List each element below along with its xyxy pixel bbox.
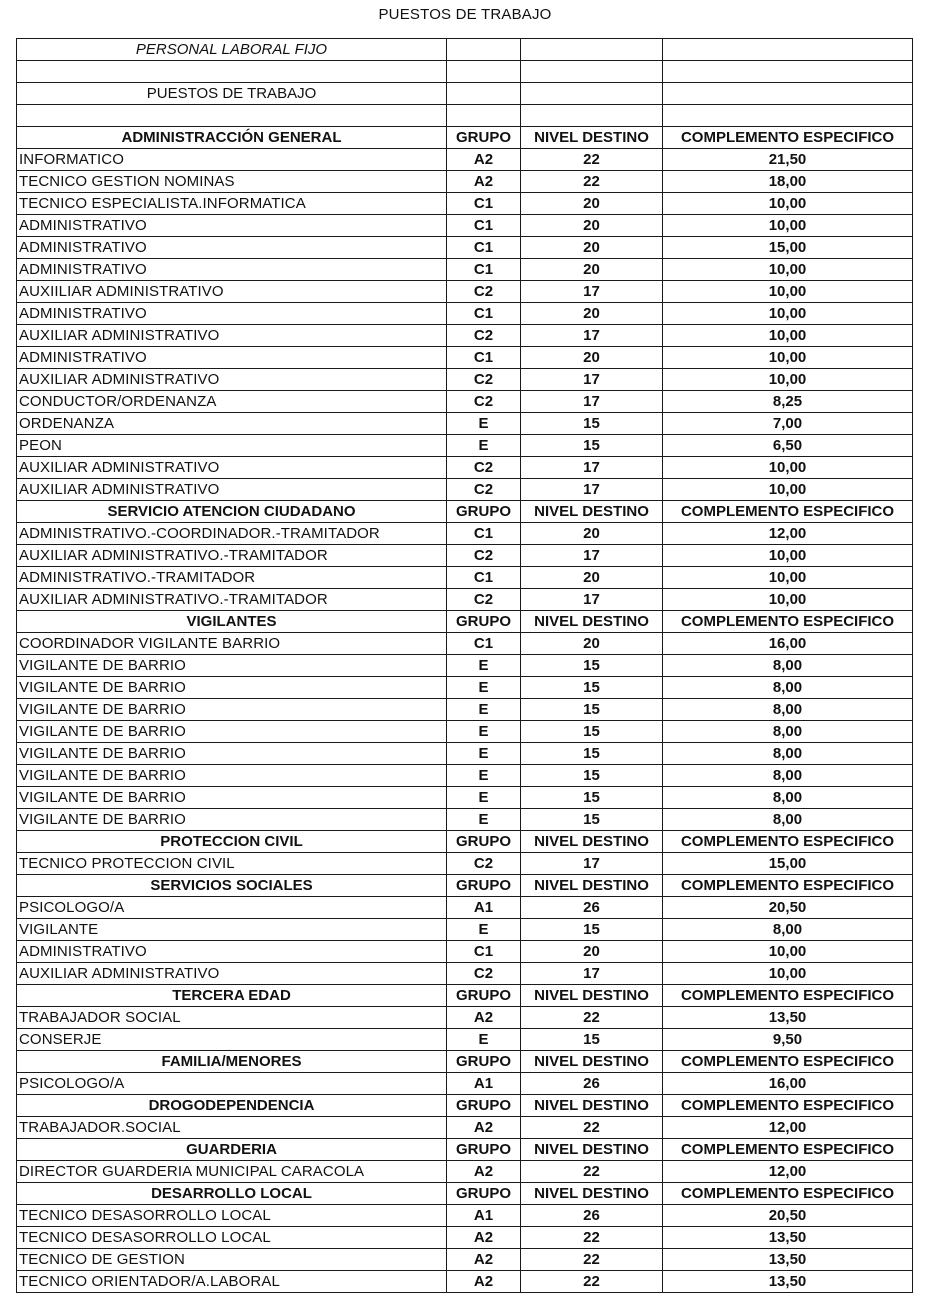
nivel-cell: 15 <box>521 1029 663 1051</box>
section-title: DROGODEPENDENCIA <box>17 1095 447 1117</box>
nivel-cell: 15 <box>521 413 663 435</box>
nivel-cell: 15 <box>521 743 663 765</box>
complemento-cell: 6,50 <box>663 435 913 457</box>
table-row <box>17 237 913 259</box>
table-row <box>17 1161 913 1183</box>
column-header-nivel: NIVEL DESTINO <box>521 1051 663 1073</box>
section-header-row <box>17 127 913 149</box>
section-header-row <box>17 875 913 897</box>
puesto-cell: TECNICO DESASORROLLO LOCAL <box>17 1227 447 1249</box>
section-header-row <box>17 501 913 523</box>
table-body <box>17 39 913 1293</box>
complemento-cell: 16,00 <box>663 1073 913 1095</box>
puesto-cell: ADMINISTRATIVO <box>17 347 447 369</box>
puestos-table <box>16 38 913 1293</box>
empty-cell <box>521 39 663 61</box>
puesto-cell: VIGILANTE DE BARRIO <box>17 809 447 831</box>
complemento-cell: 13,50 <box>663 1249 913 1271</box>
complemento-cell: 8,00 <box>663 699 913 721</box>
section-title: TERCERA EDAD <box>17 985 447 1007</box>
nivel-cell: 20 <box>521 523 663 545</box>
nivel-cell: 15 <box>521 765 663 787</box>
table-row <box>17 963 913 985</box>
table-row <box>17 633 913 655</box>
complemento-cell: 13,50 <box>663 1271 913 1293</box>
table-row <box>17 1117 913 1139</box>
nivel-cell: 17 <box>521 589 663 611</box>
puesto-cell: AUXILIAR ADMINISTRATIVO.-TRAMITADOR <box>17 545 447 567</box>
complemento-cell: 13,50 <box>663 1227 913 1249</box>
puestos-label: PUESTOS DE TRABAJO <box>17 83 447 105</box>
table-row <box>17 941 913 963</box>
table-row <box>17 677 913 699</box>
puesto-cell: ADMINISTRATIVO <box>17 941 447 963</box>
grupo-cell: C2 <box>447 589 521 611</box>
column-header-nivel: NIVEL DESTINO <box>521 1183 663 1205</box>
complemento-cell: 10,00 <box>663 589 913 611</box>
nivel-cell: 20 <box>521 303 663 325</box>
nivel-cell: 17 <box>521 391 663 413</box>
empty-cell <box>521 61 663 83</box>
puesto-cell: CONDUCTOR/ORDENANZA <box>17 391 447 413</box>
puesto-cell: VIGILANTE DE BARRIO <box>17 787 447 809</box>
grupo-cell: A1 <box>447 897 521 919</box>
section-title: DESARROLLO LOCAL <box>17 1183 447 1205</box>
puesto-cell: COORDINADOR VIGILANTE BARRIO <box>17 633 447 655</box>
column-header-nivel: NIVEL DESTINO <box>521 127 663 149</box>
puesto-cell: VIGILANTE DE BARRIO <box>17 699 447 721</box>
section-title: SERVICIOS SOCIALES <box>17 875 447 897</box>
puesto-cell: PEON <box>17 435 447 457</box>
empty-cell <box>521 83 663 105</box>
complemento-cell: 10,00 <box>663 941 913 963</box>
grupo-cell: E <box>447 677 521 699</box>
grupo-cell: C1 <box>447 633 521 655</box>
table-row <box>17 391 913 413</box>
complemento-cell: 10,00 <box>663 963 913 985</box>
table-row <box>17 1227 913 1249</box>
table-row <box>17 1249 913 1271</box>
complemento-cell: 10,00 <box>663 347 913 369</box>
column-header-grupo: GRUPO <box>447 1139 521 1161</box>
column-header-complemento: COMPLEMENTO ESPECIFICO <box>663 1139 913 1161</box>
nivel-cell: 15 <box>521 677 663 699</box>
column-header-complemento: COMPLEMENTO ESPECIFICO <box>663 1183 913 1205</box>
grupo-cell: C1 <box>447 303 521 325</box>
grupo-cell: C2 <box>447 545 521 567</box>
complemento-cell: 8,00 <box>663 919 913 941</box>
nivel-cell: 22 <box>521 1117 663 1139</box>
grupo-cell: E <box>447 655 521 677</box>
empty-cell <box>447 83 521 105</box>
puesto-cell: AUXILIAR ADMINISTRATIVO <box>17 325 447 347</box>
table-row <box>17 281 913 303</box>
nivel-cell: 20 <box>521 941 663 963</box>
puesto-cell: TRABAJADOR.SOCIAL <box>17 1117 447 1139</box>
column-header-complemento: COMPLEMENTO ESPECIFICO <box>663 501 913 523</box>
complemento-cell: 8,00 <box>663 743 913 765</box>
table-row <box>17 1007 913 1029</box>
complemento-cell: 10,00 <box>663 567 913 589</box>
table-row <box>17 655 913 677</box>
grupo-cell: E <box>447 1029 521 1051</box>
column-header-nivel: NIVEL DESTINO <box>521 831 663 853</box>
section-header-row <box>17 831 913 853</box>
grupo-cell: C1 <box>447 941 521 963</box>
table-row <box>17 1073 913 1095</box>
column-header-grupo: GRUPO <box>447 127 521 149</box>
nivel-cell: 17 <box>521 325 663 347</box>
complemento-cell: 15,00 <box>663 237 913 259</box>
column-header-nivel: NIVEL DESTINO <box>521 1139 663 1161</box>
complemento-cell: 20,50 <box>663 1205 913 1227</box>
blank-row <box>17 61 913 83</box>
puesto-cell: TECNICO GESTION NOMINAS <box>17 171 447 193</box>
column-header-grupo: GRUPO <box>447 985 521 1007</box>
nivel-cell: 15 <box>521 655 663 677</box>
complemento-cell: 10,00 <box>663 281 913 303</box>
complemento-cell: 21,50 <box>663 149 913 171</box>
grupo-cell: C1 <box>447 567 521 589</box>
nivel-cell: 17 <box>521 479 663 501</box>
table-row <box>17 413 913 435</box>
page-title: PUESTOS DE TRABAJO <box>378 6 552 23</box>
table-row <box>17 479 913 501</box>
grupo-cell: C2 <box>447 479 521 501</box>
table-row <box>17 567 913 589</box>
grupo-cell: C2 <box>447 457 521 479</box>
puesto-cell: TECNICO ESPECIALISTA.INFORMATICA <box>17 193 447 215</box>
nivel-cell: 22 <box>521 1007 663 1029</box>
grupo-cell: E <box>447 435 521 457</box>
column-header-grupo: GRUPO <box>447 611 521 633</box>
empty-cell <box>447 61 521 83</box>
grupo-cell: E <box>447 919 521 941</box>
puesto-cell: DIRECTOR GUARDERIA MUNICIPAL CARACOLA <box>17 1161 447 1183</box>
table-row <box>17 721 913 743</box>
nivel-cell: 20 <box>521 193 663 215</box>
grupo-cell: E <box>447 721 521 743</box>
section-title: GUARDERIA <box>17 1139 447 1161</box>
nivel-cell: 22 <box>521 1249 663 1271</box>
complemento-cell: 8,00 <box>663 677 913 699</box>
puesto-cell: AUXILIAR ADMINISTRATIVO <box>17 369 447 391</box>
puesto-cell: AUXILIAR ADMINISTRATIVO.-TRAMITADOR <box>17 589 447 611</box>
column-header-grupo: GRUPO <box>447 1183 521 1205</box>
nivel-cell: 17 <box>521 281 663 303</box>
table-row <box>17 523 913 545</box>
table-row <box>17 1205 913 1227</box>
grupo-cell: C1 <box>447 523 521 545</box>
table-row <box>17 457 913 479</box>
section-header-row <box>17 1095 913 1117</box>
grupo-cell: A2 <box>447 171 521 193</box>
section-title: VIGILANTES <box>17 611 447 633</box>
nivel-cell: 26 <box>521 1073 663 1095</box>
complemento-cell: 20,50 <box>663 897 913 919</box>
complemento-cell: 10,00 <box>663 303 913 325</box>
complemento-cell: 10,00 <box>663 193 913 215</box>
nivel-cell: 15 <box>521 435 663 457</box>
puesto-cell: VIGILANTE DE BARRIO <box>17 655 447 677</box>
column-header-grupo: GRUPO <box>447 1051 521 1073</box>
nivel-cell: 22 <box>521 1227 663 1249</box>
personal-laboral-label: PERSONAL LABORAL FIJO <box>17 39 447 61</box>
complemento-cell: 10,00 <box>663 259 913 281</box>
grupo-cell: A2 <box>447 1161 521 1183</box>
puesto-cell: INFORMATICO <box>17 149 447 171</box>
grupo-cell: A1 <box>447 1205 521 1227</box>
table-row <box>17 369 913 391</box>
column-header-grupo: GRUPO <box>447 831 521 853</box>
puesto-cell: AUXIILIAR ADMINISTRATIVO <box>17 281 447 303</box>
puesto-cell: TECNICO DE GESTION <box>17 1249 447 1271</box>
grupo-cell: E <box>447 765 521 787</box>
column-header-nivel: NIVEL DESTINO <box>521 875 663 897</box>
nivel-cell: 20 <box>521 237 663 259</box>
complemento-cell: 10,00 <box>663 479 913 501</box>
table-row <box>17 545 913 567</box>
complemento-cell: 10,00 <box>663 369 913 391</box>
complemento-cell: 15,00 <box>663 853 913 875</box>
table-row <box>17 699 913 721</box>
empty-cell <box>447 39 521 61</box>
table-row <box>17 809 913 831</box>
complemento-cell: 10,00 <box>663 545 913 567</box>
grupo-cell: E <box>447 699 521 721</box>
empty-cell <box>17 105 447 127</box>
puesto-cell: ADMINISTRATIVO <box>17 259 447 281</box>
grupo-cell: E <box>447 743 521 765</box>
column-header-complemento: COMPLEMENTO ESPECIFICO <box>663 1051 913 1073</box>
puesto-cell: AUXILIAR ADMINISTRATIVO <box>17 479 447 501</box>
section-title: PROTECCION CIVIL <box>17 831 447 853</box>
grupo-cell: C1 <box>447 259 521 281</box>
nivel-cell: 26 <box>521 1205 663 1227</box>
nivel-cell: 22 <box>521 1271 663 1293</box>
puesto-cell: ADMINISTRATIVO <box>17 215 447 237</box>
column-header-nivel: NIVEL DESTINO <box>521 501 663 523</box>
nivel-cell: 22 <box>521 1161 663 1183</box>
empty-cell <box>663 61 913 83</box>
nivel-cell: 20 <box>521 567 663 589</box>
nivel-cell: 15 <box>521 699 663 721</box>
empty-cell <box>521 105 663 127</box>
column-header-complemento: COMPLEMENTO ESPECIFICO <box>663 1095 913 1117</box>
nivel-cell: 17 <box>521 457 663 479</box>
nivel-cell: 17 <box>521 853 663 875</box>
puesto-cell: VIGILANTE DE BARRIO <box>17 743 447 765</box>
nivel-cell: 15 <box>521 721 663 743</box>
column-header-complemento: COMPLEMENTO ESPECIFICO <box>663 875 913 897</box>
empty-cell <box>17 61 447 83</box>
grupo-cell: C2 <box>447 963 521 985</box>
complemento-cell: 12,00 <box>663 523 913 545</box>
puesto-cell: AUXILIAR ADMINISTRATIVO <box>17 457 447 479</box>
complemento-cell: 10,00 <box>663 215 913 237</box>
nivel-cell: 20 <box>521 259 663 281</box>
puesto-cell: TECNICO PROTECCION CIVIL <box>17 853 447 875</box>
section-title: FAMILIA/MENORES <box>17 1051 447 1073</box>
table-row <box>17 853 913 875</box>
nivel-cell: 15 <box>521 919 663 941</box>
puesto-cell: TECNICO ORIENTADOR/A.LABORAL <box>17 1271 447 1293</box>
empty-cell <box>663 83 913 105</box>
table-row <box>17 149 913 171</box>
grupo-cell: C2 <box>447 281 521 303</box>
nivel-cell: 15 <box>521 787 663 809</box>
table-row <box>17 171 913 193</box>
complemento-cell: 8,00 <box>663 721 913 743</box>
grupo-cell: A2 <box>447 1227 521 1249</box>
grupo-cell: A1 <box>447 1073 521 1095</box>
grupo-cell: A2 <box>447 149 521 171</box>
grupo-cell: E <box>447 787 521 809</box>
section-header-row <box>17 1183 913 1205</box>
grupo-cell: C1 <box>447 215 521 237</box>
nivel-cell: 17 <box>521 369 663 391</box>
nivel-cell: 20 <box>521 215 663 237</box>
complemento-cell: 9,50 <box>663 1029 913 1051</box>
grupo-cell: A2 <box>447 1249 521 1271</box>
complemento-cell: 12,00 <box>663 1161 913 1183</box>
grupo-cell: E <box>447 809 521 831</box>
table-row <box>17 1271 913 1293</box>
nivel-cell: 17 <box>521 545 663 567</box>
complemento-cell: 12,00 <box>663 1117 913 1139</box>
puesto-cell: PSICOLOGO/A <box>17 897 447 919</box>
complemento-cell: 13,50 <box>663 1007 913 1029</box>
puesto-cell: ADMINISTRATIVO <box>17 237 447 259</box>
header-row-personal <box>17 39 913 61</box>
complemento-cell: 10,00 <box>663 325 913 347</box>
nivel-cell: 22 <box>521 149 663 171</box>
puesto-cell: AUXILIAR ADMINISTRATIVO <box>17 963 447 985</box>
table-row <box>17 897 913 919</box>
complemento-cell: 8,25 <box>663 391 913 413</box>
column-header-complemento: COMPLEMENTO ESPECIFICO <box>663 985 913 1007</box>
grupo-cell: A2 <box>447 1271 521 1293</box>
table-row <box>17 1029 913 1051</box>
empty-cell <box>447 105 521 127</box>
puesto-cell: VIGILANTE <box>17 919 447 941</box>
table-row <box>17 435 913 457</box>
table-row <box>17 303 913 325</box>
complemento-cell: 8,00 <box>663 655 913 677</box>
puesto-cell: CONSERJE <box>17 1029 447 1051</box>
puesto-cell: TRABAJADOR SOCIAL <box>17 1007 447 1029</box>
empty-cell <box>663 105 913 127</box>
empty-cell <box>663 39 913 61</box>
puesto-cell: TECNICO DESASORROLLO LOCAL <box>17 1205 447 1227</box>
section-header-row <box>17 985 913 1007</box>
table-row <box>17 743 913 765</box>
header-row-puestos <box>17 83 913 105</box>
nivel-cell: 26 <box>521 897 663 919</box>
table-row <box>17 589 913 611</box>
section-title: SERVICIO ATENCION CIUDADANO <box>17 501 447 523</box>
table-row <box>17 347 913 369</box>
table-row <box>17 193 913 215</box>
column-header-nivel: NIVEL DESTINO <box>521 611 663 633</box>
table-row <box>17 765 913 787</box>
complemento-cell: 8,00 <box>663 809 913 831</box>
nivel-cell: 20 <box>521 347 663 369</box>
grupo-cell: C2 <box>447 853 521 875</box>
grupo-cell: C2 <box>447 369 521 391</box>
table-row <box>17 787 913 809</box>
grupo-cell: A2 <box>447 1007 521 1029</box>
section-header-row <box>17 1051 913 1073</box>
section-header-row <box>17 611 913 633</box>
grupo-cell: A2 <box>447 1117 521 1139</box>
column-header-nivel: NIVEL DESTINO <box>521 985 663 1007</box>
puesto-cell: PSICOLOGO/A <box>17 1073 447 1095</box>
column-header-complemento: COMPLEMENTO ESPECIFICO <box>663 611 913 633</box>
puesto-cell: ADMINISTRATIVO.-TRAMITADOR <box>17 567 447 589</box>
table-row <box>17 325 913 347</box>
nivel-cell: 15 <box>521 809 663 831</box>
column-header-complemento: COMPLEMENTO ESPECIFICO <box>663 831 913 853</box>
grupo-cell: C1 <box>447 347 521 369</box>
complemento-cell: 8,00 <box>663 765 913 787</box>
section-title: ADMINISTRACCIÓN GENERAL <box>17 127 447 149</box>
grupo-cell: C1 <box>447 193 521 215</box>
nivel-cell: 22 <box>521 171 663 193</box>
column-header-grupo: GRUPO <box>447 1095 521 1117</box>
puesto-cell: VIGILANTE DE BARRIO <box>17 765 447 787</box>
column-header-grupo: GRUPO <box>447 875 521 897</box>
table-row <box>17 215 913 237</box>
puesto-cell: VIGILANTE DE BARRIO <box>17 721 447 743</box>
complemento-cell: 16,00 <box>663 633 913 655</box>
grupo-cell: C2 <box>447 325 521 347</box>
nivel-cell: 20 <box>521 633 663 655</box>
nivel-cell: 17 <box>521 963 663 985</box>
table-row <box>17 259 913 281</box>
complemento-cell: 10,00 <box>663 457 913 479</box>
complemento-cell: 7,00 <box>663 413 913 435</box>
table-row <box>17 919 913 941</box>
column-header-complemento: COMPLEMENTO ESPECIFICO <box>663 127 913 149</box>
complemento-cell: 18,00 <box>663 171 913 193</box>
column-header-grupo: GRUPO <box>447 501 521 523</box>
puesto-cell: VIGILANTE DE BARRIO <box>17 677 447 699</box>
section-header-row <box>17 1139 913 1161</box>
complemento-cell: 8,00 <box>663 787 913 809</box>
column-header-nivel: NIVEL DESTINO <box>521 1095 663 1117</box>
grupo-cell: C2 <box>447 391 521 413</box>
grupo-cell: C1 <box>447 237 521 259</box>
grupo-cell: E <box>447 413 521 435</box>
puesto-cell: ORDENANZA <box>17 413 447 435</box>
puesto-cell: ADMINISTRATIVO <box>17 303 447 325</box>
puesto-cell: ADMINISTRATIVO.-COORDINADOR.-TRAMITADOR <box>17 523 447 545</box>
blank-row <box>17 105 913 127</box>
